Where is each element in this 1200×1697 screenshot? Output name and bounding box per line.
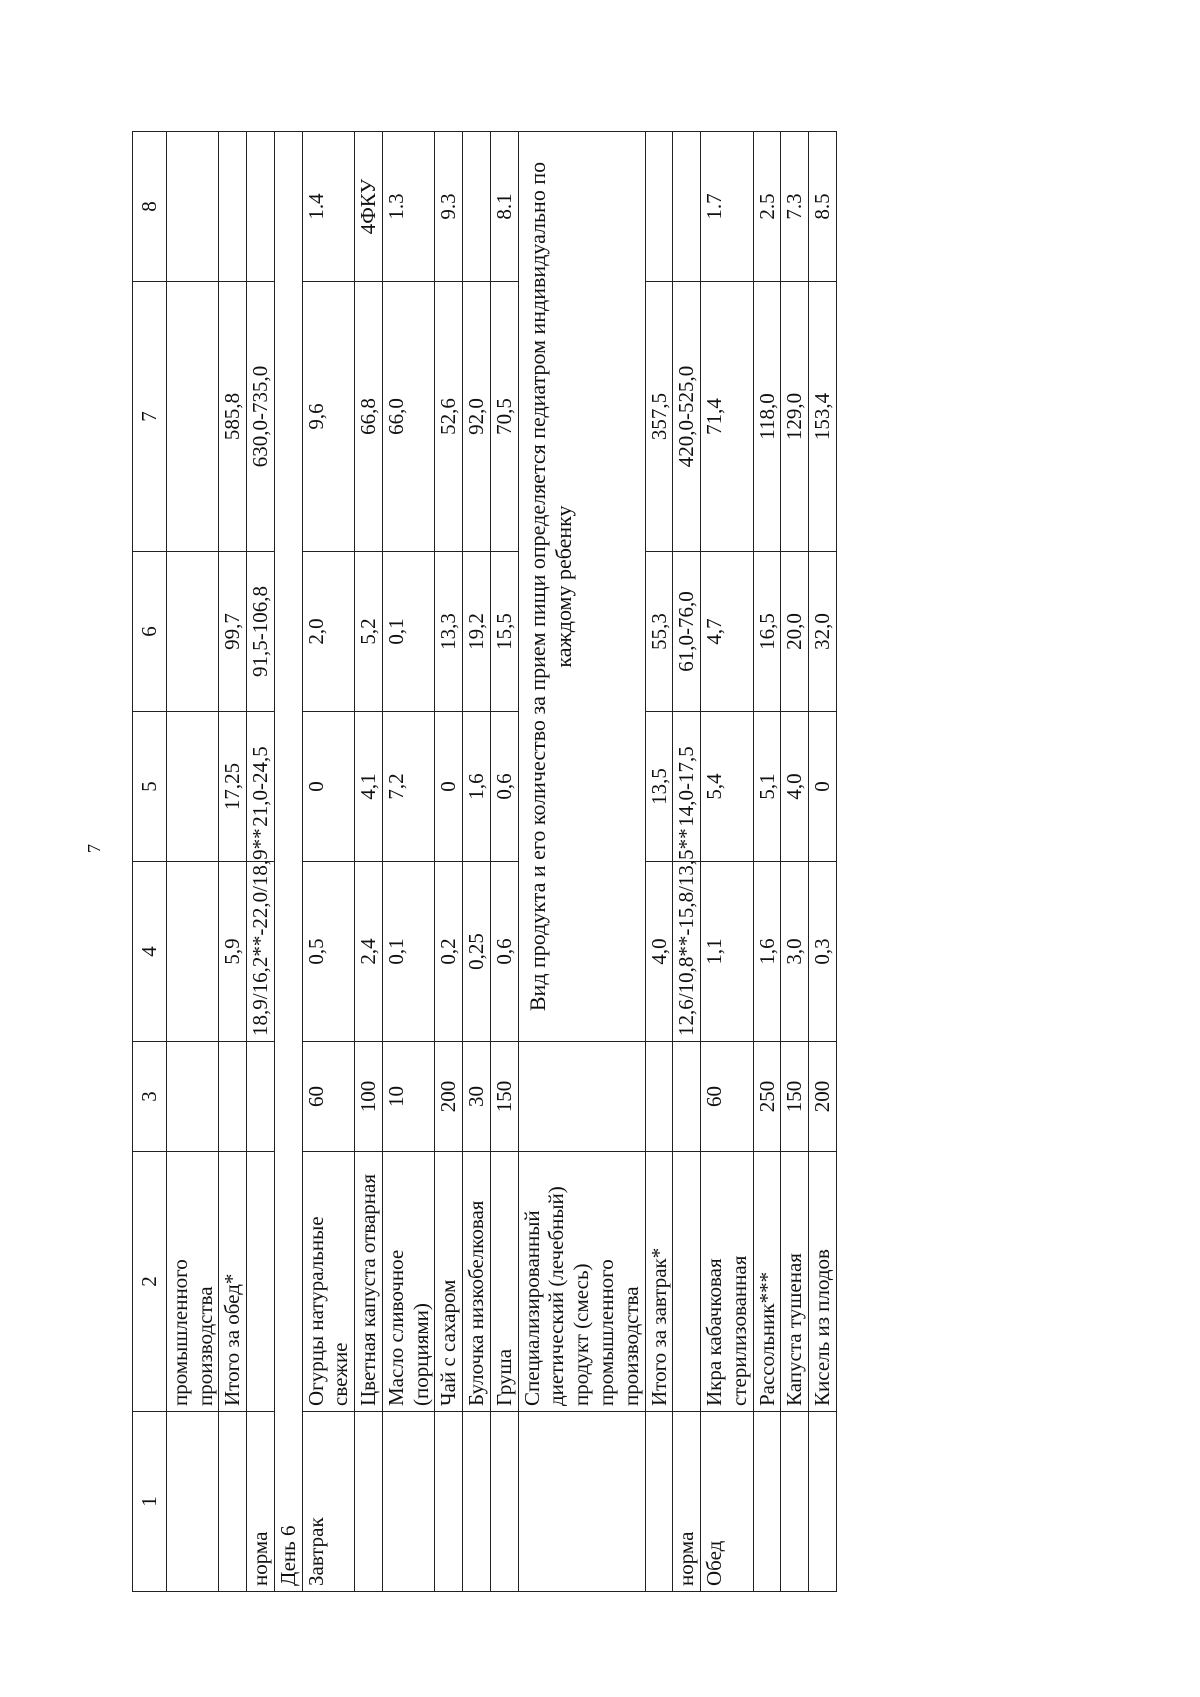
page-number: 7 <box>84 844 104 853</box>
table-row <box>247 132 275 1592</box>
header-cell: 1 <box>133 1412 167 1592</box>
table-cell-c8: 8.1 <box>490 132 518 282</box>
table-cell-c6: 32,0 <box>809 552 837 712</box>
table-cell-c2: Итого за завтрак* <box>645 1152 673 1412</box>
table-cell-c8 <box>247 132 275 282</box>
table-cell-c8: 2.5 <box>753 132 781 282</box>
table-cell-c7: 420,0-525,0 <box>673 282 701 552</box>
table-cell-c2: Булочка низкобелковая <box>463 1152 491 1412</box>
table-cell-c1: Завтрак <box>302 1412 355 1592</box>
table-cell-c2: Рассольник*** <box>753 1152 781 1412</box>
table-cell-c7: 129,0 <box>781 282 809 552</box>
header-row <box>133 132 167 1592</box>
table-cell-c6 <box>166 552 219 712</box>
header-cell: 3 <box>133 1042 167 1152</box>
table-cell-c8: 9.3 <box>435 132 463 282</box>
table-cell-c6: 91,5-106,8 <box>247 552 275 712</box>
table-cell-c3 <box>673 1042 701 1152</box>
table-cell-c6: 4,7 <box>701 552 754 712</box>
table-cell-c6: 13,3 <box>435 552 463 712</box>
table-cell-c5: 1,6 <box>463 712 491 862</box>
table-cell-c7: 630,0-735,0 <box>247 282 275 552</box>
table-cell-c5: 0,6 <box>490 712 518 862</box>
table-row <box>701 132 754 1592</box>
table-cell-c4: 0,3 <box>809 862 837 1042</box>
header-cell: 5 <box>133 712 167 862</box>
table-cell-c1 <box>382 1412 435 1592</box>
rotated-menu-table <box>132 132 837 1592</box>
table-cell-c8 <box>463 132 491 282</box>
table-cell-c5: 5,4 <box>701 712 754 862</box>
table-cell-c7: 66,8 <box>355 282 383 552</box>
menu-table <box>132 131 837 1592</box>
table-cell-c5 <box>166 712 219 862</box>
table-row <box>435 132 463 1592</box>
table-cell-c7: 357,5 <box>645 282 673 552</box>
individual-note: Вид продукта и его количество за прием пищи определяется педиатром индивидуально по каждому ребенку <box>518 132 645 1042</box>
table-cell-c6: 99,7 <box>219 552 247 712</box>
table-cell-c4: 5,9 <box>219 862 247 1042</box>
table-cell-c5: 0 <box>302 712 355 862</box>
table-cell-c1 <box>435 1412 463 1592</box>
table-cell-c4: 2,4 <box>355 862 383 1042</box>
table-cell-c2: Кисель из плодов <box>809 1152 837 1412</box>
table-cell-c6: 20,0 <box>781 552 809 712</box>
table-cell-c5: 17,25 <box>219 712 247 862</box>
day-heading: День 6 <box>274 132 302 1592</box>
table-cell-c7 <box>166 282 219 552</box>
table-cell-c4: 4,0 <box>645 862 673 1042</box>
header-cell: 8 <box>133 132 167 282</box>
header-cell: 6 <box>133 552 167 712</box>
table-cell-c4: 1,6 <box>753 862 781 1042</box>
table-cell-c1 <box>463 1412 491 1592</box>
table-cell-c3: 60 <box>701 1042 754 1152</box>
table-cell-c3: 200 <box>435 1042 463 1152</box>
table-cell-c8: 1.4 <box>302 132 355 282</box>
table-cell-c3: 250 <box>753 1042 781 1152</box>
table-cell-c7: 70,5 <box>490 282 518 552</box>
table-cell-c4: 12,6/10,8**-15,8/13,5** <box>673 862 701 1042</box>
table-cell-c3: 60 <box>302 1042 355 1152</box>
table-cell-c5: 21,0-24,5 <box>247 712 275 862</box>
table-cell-c1 <box>490 1412 518 1592</box>
table-cell-c2: Специализированный диетический (лечебный) продукт (смесь) промышленного производства <box>518 1152 645 1412</box>
table-cell-c3 <box>166 1042 219 1152</box>
table-cell-c2: Чай с сахаром <box>435 1152 463 1412</box>
table-cell-c4: 0,2 <box>435 862 463 1042</box>
table-cell-c4: 0,25 <box>463 862 491 1042</box>
table-cell-c7: 9,6 <box>302 282 355 552</box>
table-cell-c3: 150 <box>781 1042 809 1152</box>
table-cell-c4: 0,5 <box>302 862 355 1042</box>
table-cell-c6: 5,2 <box>355 552 383 712</box>
table-row <box>219 132 247 1592</box>
table-cell-c5: 0 <box>809 712 837 862</box>
table-row <box>302 132 355 1592</box>
table-cell-c2: Капуста тушеная <box>781 1152 809 1412</box>
table-cell-c5: 14,0-17,5 <box>673 712 701 862</box>
table-cell-c5: 7,2 <box>382 712 435 862</box>
table-cell-c8: 7.3 <box>781 132 809 282</box>
table-row <box>382 132 435 1592</box>
table-cell-c6: 61,0-76,0 <box>673 552 701 712</box>
table-cell-c8: 1.7 <box>701 132 754 282</box>
table-cell-c6: 0,1 <box>382 552 435 712</box>
table-row <box>809 132 837 1592</box>
table-cell-c3 <box>645 1042 673 1152</box>
table-cell-c1 <box>781 1412 809 1592</box>
table-cell-c2: Икра кабачковая стерилизованная <box>701 1152 754 1412</box>
table-cell-c2: Масло сливочное (порциями) <box>382 1152 435 1412</box>
table-cell-c4: 0,1 <box>382 862 435 1042</box>
table-cell-c7: 71,4 <box>701 282 754 552</box>
table-cell-c7: 92,0 <box>463 282 491 552</box>
table-cell-c8 <box>219 132 247 282</box>
table-cell-c7: 585,8 <box>219 282 247 552</box>
table-cell-c3 <box>518 1042 645 1152</box>
table-row <box>673 132 701 1592</box>
table-cell-c2: Огурцы натуральные свежие <box>302 1152 355 1412</box>
table-cell-c6: 16,5 <box>753 552 781 712</box>
table-row <box>518 132 645 1592</box>
table-cell-c4: 1,1 <box>701 862 754 1042</box>
table-cell-c4: 18,9/16,2**-22,0/18,9** <box>247 862 275 1042</box>
table-cell-c3 <box>219 1042 247 1152</box>
table-cell-c1 <box>219 1412 247 1592</box>
table-cell-c2: Цветная капуста отварная <box>355 1152 383 1412</box>
table-cell-c6: 15,5 <box>490 552 518 712</box>
table-cell-c5: 0 <box>435 712 463 862</box>
table-row <box>753 132 781 1592</box>
table-cell-c2: Груша <box>490 1152 518 1412</box>
table-cell-c8 <box>673 132 701 282</box>
table-cell-c6: 2,0 <box>302 552 355 712</box>
table-cell-c8: 4ФКУ <box>355 132 383 282</box>
table-cell-c8: 8.5 <box>809 132 837 282</box>
header-cell: 7 <box>133 282 167 552</box>
table-row <box>355 132 383 1592</box>
table-cell-c5: 4,0 <box>781 712 809 862</box>
table-cell-c5: 13,5 <box>645 712 673 862</box>
table-cell-c8 <box>166 132 219 282</box>
table-cell-c7: 153,4 <box>809 282 837 552</box>
table-cell-c1 <box>518 1412 645 1592</box>
table-cell-c1 <box>355 1412 383 1592</box>
table-cell-c2: промышленного производства <box>166 1152 219 1412</box>
table-cell-c4 <box>166 862 219 1042</box>
table-row <box>645 132 673 1592</box>
table-cell-c1 <box>809 1412 837 1592</box>
header-cell: 4 <box>133 862 167 1042</box>
table-cell-c3: 10 <box>382 1042 435 1152</box>
table-cell-c3: 200 <box>809 1042 837 1152</box>
table-cell-c6: 19,2 <box>463 552 491 712</box>
table-row <box>274 132 302 1592</box>
table-cell-c7: 118,0 <box>753 282 781 552</box>
table-row <box>490 132 518 1592</box>
table-cell-c3: 150 <box>490 1042 518 1152</box>
table-cell-c7: 52,6 <box>435 282 463 552</box>
table-cell-c2 <box>673 1152 701 1412</box>
table-row <box>781 132 809 1592</box>
table-row <box>166 132 219 1592</box>
table-cell-c1 <box>753 1412 781 1592</box>
table-cell-c1: норма <box>673 1412 701 1592</box>
table-cell-c6: 55,3 <box>645 552 673 712</box>
table-cell-c1: Обед <box>701 1412 754 1592</box>
table-row <box>463 132 491 1592</box>
table-cell-c5: 4,1 <box>355 712 383 862</box>
table-cell-c4: 3,0 <box>781 862 809 1042</box>
table-cell-c4: 0,6 <box>490 862 518 1042</box>
table-cell-c3 <box>247 1042 275 1152</box>
table-cell-c1 <box>645 1412 673 1592</box>
table-cell-c3: 30 <box>463 1042 491 1152</box>
table-cell-c2: Итого за обед* <box>219 1152 247 1412</box>
table-cell-c2 <box>247 1152 275 1412</box>
table-cell-c1: норма <box>247 1412 275 1592</box>
table-cell-c3: 100 <box>355 1042 383 1152</box>
table-cell-c5: 5,1 <box>753 712 781 862</box>
table-cell-c8 <box>645 132 673 282</box>
table-cell-c7: 66,0 <box>382 282 435 552</box>
table-cell-c8: 1.3 <box>382 132 435 282</box>
table-cell-c1 <box>166 1412 219 1592</box>
header-cell: 2 <box>133 1152 167 1412</box>
